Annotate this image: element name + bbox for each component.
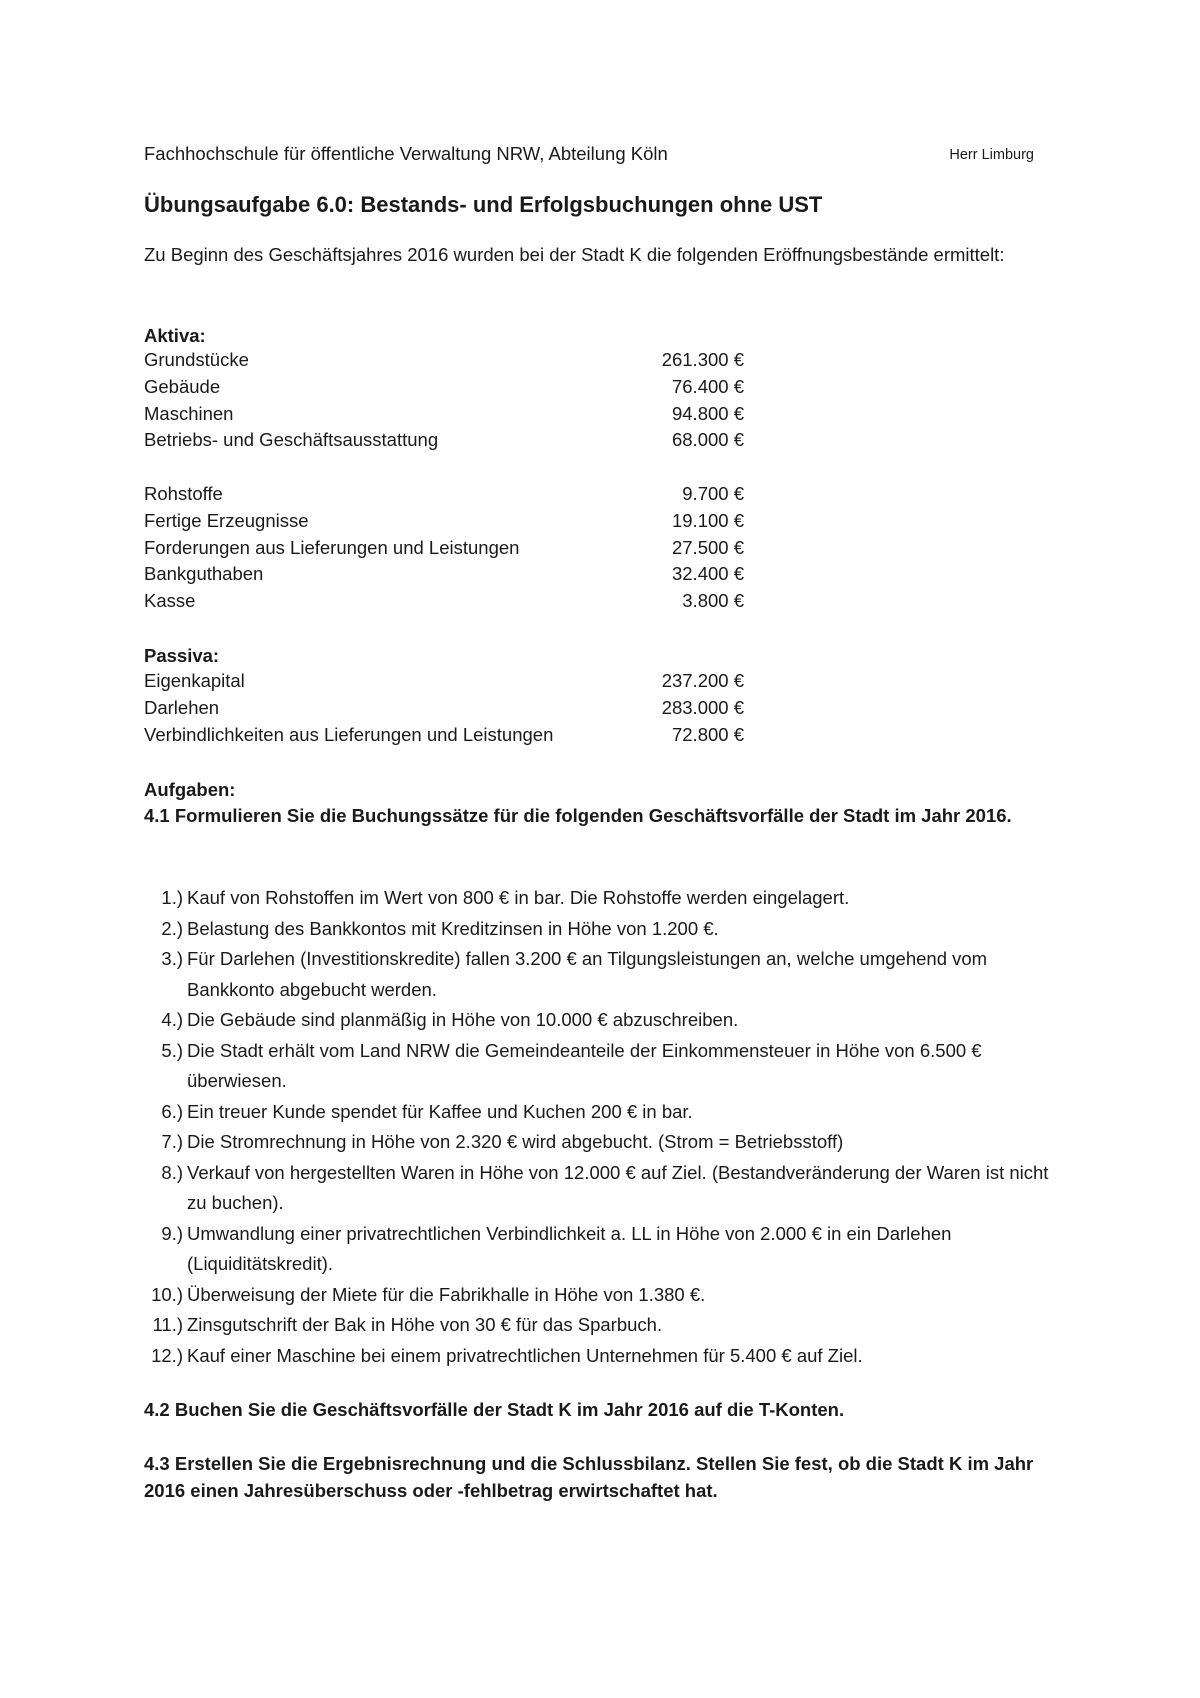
list-item-number: 7.) — [161, 1131, 183, 1152]
task-4-2-heading: 4.2 Buchen Sie die Geschäftsvorfälle der Stadt K im Jahr 2016 auf die T-Konten. — [144, 1399, 845, 1420]
author-name: Herr Limburg — [949, 147, 1034, 163]
list-item — [144, 944, 1064, 1005]
account-row — [144, 695, 744, 722]
account-name: Bankguthaben — [144, 563, 264, 585]
institution-name: Fachhochschule für öffentliche Verwaltung NRW, Abteilung Köln — [144, 143, 668, 164]
account-name: Verbindlichkeiten aus Lieferungen und Leistungen — [144, 723, 554, 745]
business-transactions-list — [144, 883, 1064, 1371]
account-amount: 68.000 € — [671, 429, 744, 451]
account-row — [144, 588, 744, 615]
task-4-3-heading: 4.3 Erstellen Sie die Ergebnisrechnung und die Schlussbilanz. Stellen Sie fest, ob die Stadt K im Jahr 2016 einen Jahresüberschuss oder -fehlbetrag erwirtschaftet hat. — [144, 1453, 1034, 1501]
account-name: Gebäude — [144, 375, 221, 397]
account-name: Fertige Erzeugnisse — [144, 509, 309, 531]
list-item-number: 2.) — [161, 917, 183, 939]
account-amount: 32.400 € — [671, 563, 744, 585]
passiva-list — [144, 668, 744, 748]
list-item-number: 11.) — [152, 1314, 183, 1335]
account-amount: 19.100 € — [671, 509, 744, 531]
account-row — [144, 427, 744, 454]
account-amount: 261.300 € — [661, 349, 744, 370]
list-item — [144, 1036, 1064, 1097]
list-item-text: Belastung des Bankkontos mit Kreditzinsen in Höhe von 1.200 €. — [187, 917, 719, 939]
list-item — [144, 883, 1064, 914]
list-item-number: 8.) — [161, 1161, 183, 1183]
list-item-text: Ein treuer Kunde spendet für Kaffee und Kuchen 200 € in bar. — [187, 1100, 693, 1122]
account-row — [144, 347, 744, 374]
account-name: Rohstoffe — [144, 483, 223, 504]
account-row — [144, 668, 744, 695]
account-name: Darlehen — [144, 696, 220, 718]
intro-paragraph: Zu Beginn des Geschäftsjahres 2016 wurden bei der Stadt K die folgenden Eröffnungsbestände ermittelt: — [144, 244, 1005, 265]
account-name: Betriebs- und Geschäftsausstattung — [144, 429, 439, 451]
list-item-text: Zinsgutschrift der Bak in Höhe von 30 € für das Sparbuch. — [187, 1314, 663, 1335]
account-name: Grundstücke — [144, 349, 249, 370]
account-row — [144, 374, 744, 401]
account-row — [144, 481, 744, 508]
list-item-text: Die Stadt erhält vom Land NRW die Gemeindeanteile der Einkommensteuer in Höhe von 6.500 € überwiesen. — [187, 1039, 982, 1091]
page-title: Übungsaufgabe 6.0: Bestands- und Erfolgsbuchungen ohne UST — [144, 192, 823, 217]
list-item-text: Überweisung der Miete für die Fabrikhalle in Höhe von 1.380 €. — [187, 1283, 706, 1305]
task-4-1-heading: 4.1 Formulieren Sie die Buchungssätze für die folgenden Geschäftsvorfälle der Stadt im Jahr 2016. — [144, 805, 1012, 826]
aktiva-umlauf-list — [144, 481, 744, 615]
list-item — [144, 1341, 1064, 1372]
account-name: Forderungen aus Lieferungen und Leistungen — [144, 536, 520, 558]
list-item — [144, 1280, 1064, 1311]
account-row — [144, 508, 744, 535]
account-amount: 27.500 € — [671, 536, 744, 558]
account-amount: 283.000 € — [661, 696, 744, 718]
account-amount: 76.400 € — [671, 375, 744, 397]
list-item-number: 12.) — [151, 1344, 183, 1366]
account-name: Eigenkapital — [144, 670, 245, 691]
account-amount: 72.800 € — [671, 723, 744, 745]
list-item-text: Kauf von Rohstoffen im Wert von 800 € in bar. Die Rohstoffe werden eingelagert. — [187, 887, 850, 908]
account-row — [144, 401, 744, 428]
account-amount: 237.200 € — [661, 670, 744, 691]
list-item-number: 6.) — [161, 1100, 183, 1122]
list-item-text: Verkauf von hergestellten Waren in Höhe von 12.000 € auf Ziel. (Bestandveränderung der Waren ist nicht zu buchen). — [187, 1161, 1049, 1213]
list-item — [144, 914, 1064, 945]
list-item-number: 9.) — [161, 1222, 183, 1244]
aktiva-heading: Aktiva: — [144, 325, 206, 346]
page-header — [144, 142, 1034, 166]
list-item-text: Kauf einer Maschine bei einem privatrechtlichen Unternehmen für 5.400 € auf Ziel. — [187, 1344, 863, 1366]
account-row — [144, 535, 744, 562]
passiva-heading: Passiva: — [144, 645, 220, 666]
account-row — [144, 722, 744, 749]
aufgaben-heading: Aufgaben: — [144, 779, 236, 800]
account-name: Maschinen — [144, 402, 234, 424]
list-item-text: Für Darlehen (Investitionskredite) fallen 3.200 € an Tilgungsleistungen an, welche umgehend vom Bankkonto abgebucht werden. — [187, 948, 988, 1000]
list-item-text: Die Gebäude sind planmäßig in Höhe von 10.000 € abzuschreiben. — [187, 1009, 739, 1030]
account-amount: 3.800 € — [682, 590, 744, 612]
list-item-number: 5.) — [161, 1039, 183, 1061]
account-amount: 9.700 € — [682, 483, 744, 504]
account-row — [144, 561, 744, 588]
list-item — [144, 1158, 1064, 1219]
list-item-number: 10.) — [151, 1283, 183, 1305]
list-item-number: 1.) — [161, 887, 183, 908]
list-item — [144, 1127, 1064, 1158]
aktiva-anlage-list — [144, 347, 744, 454]
account-name: Kasse — [144, 590, 196, 612]
list-item-text: Umwandlung einer privatrechtlichen Verbindlichkeit a. LL in Höhe von 2.000 € in ein Darlehen (Liquiditätskredit). — [187, 1222, 952, 1274]
list-item — [144, 1097, 1064, 1128]
list-item-number: 4.) — [161, 1009, 183, 1030]
list-item-number: 3.) — [161, 948, 183, 969]
account-amount: 94.800 € — [671, 402, 744, 424]
list-item — [144, 1219, 1064, 1280]
list-item-text: Die Stromrechnung in Höhe von 2.320 € wird abgebucht. (Strom = Betriebsstoff) — [187, 1131, 844, 1152]
list-item — [144, 1310, 1064, 1341]
list-item — [144, 1005, 1064, 1036]
